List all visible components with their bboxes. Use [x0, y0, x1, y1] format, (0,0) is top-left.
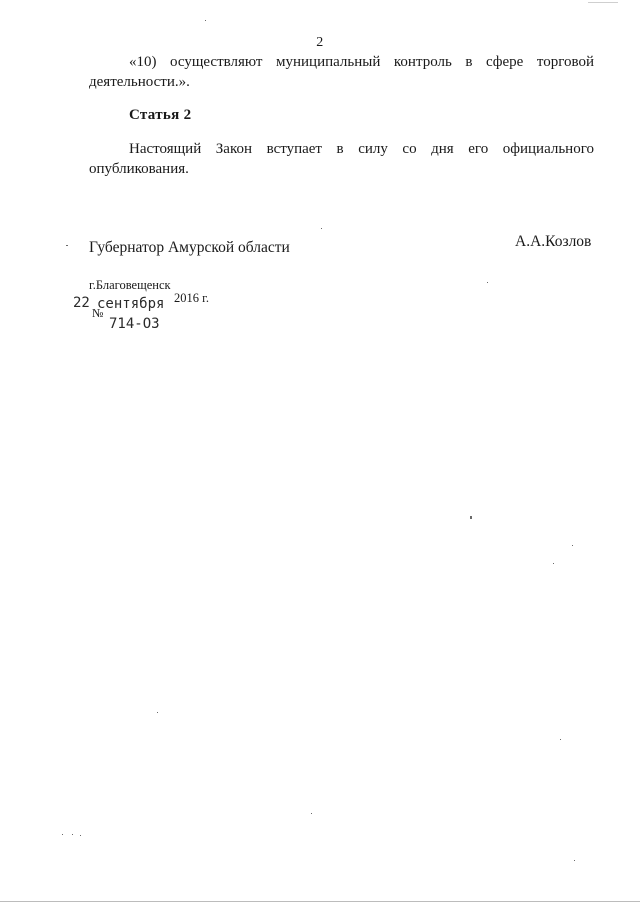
- scan-speck: [62, 834, 63, 835]
- date-month-stamp: сентября: [97, 296, 165, 312]
- scan-speck: [588, 2, 618, 3]
- signatory-name: А.А.Козлов: [515, 233, 592, 250]
- scan-edge-line: [0, 901, 640, 902]
- date-day-stamp: 22: [73, 295, 90, 311]
- scan-speck: [560, 739, 561, 740]
- paragraph-amendment: [89, 52, 594, 92]
- scan-speck: [572, 545, 573, 546]
- law-number-stamp: 714-ОЗ: [109, 316, 160, 332]
- scan-speck: [157, 712, 158, 713]
- place-of-signing: г.Благовещенск: [89, 278, 171, 292]
- page-number: 2: [316, 35, 324, 50]
- date-year: 2016 г.: [174, 291, 209, 305]
- scan-speck: [553, 563, 554, 564]
- paragraph-amendment-text: «10) осуществляют муниципальный контроль в сфере торговой деятельности.».: [89, 54, 594, 90]
- scan-speck: [470, 516, 472, 519]
- scan-speck: [80, 835, 81, 836]
- scan-speck: [321, 228, 322, 229]
- paragraph-entry-into-force: [89, 139, 594, 179]
- scan-speck: [66, 245, 68, 246]
- scan-speck: [487, 282, 488, 283]
- scan-speck: [205, 20, 206, 21]
- scan-speck: [311, 813, 312, 814]
- number-sign: №: [92, 306, 104, 320]
- article-title: Статья 2: [129, 107, 192, 123]
- scan-speck: [72, 834, 73, 835]
- paragraph-entry-into-force-text: Настоящий Закон вступает в силу со дня его официального опубликования.: [89, 141, 594, 177]
- signatory-position: Губернатор Амурской области: [89, 239, 290, 256]
- scan-speck: [574, 860, 575, 861]
